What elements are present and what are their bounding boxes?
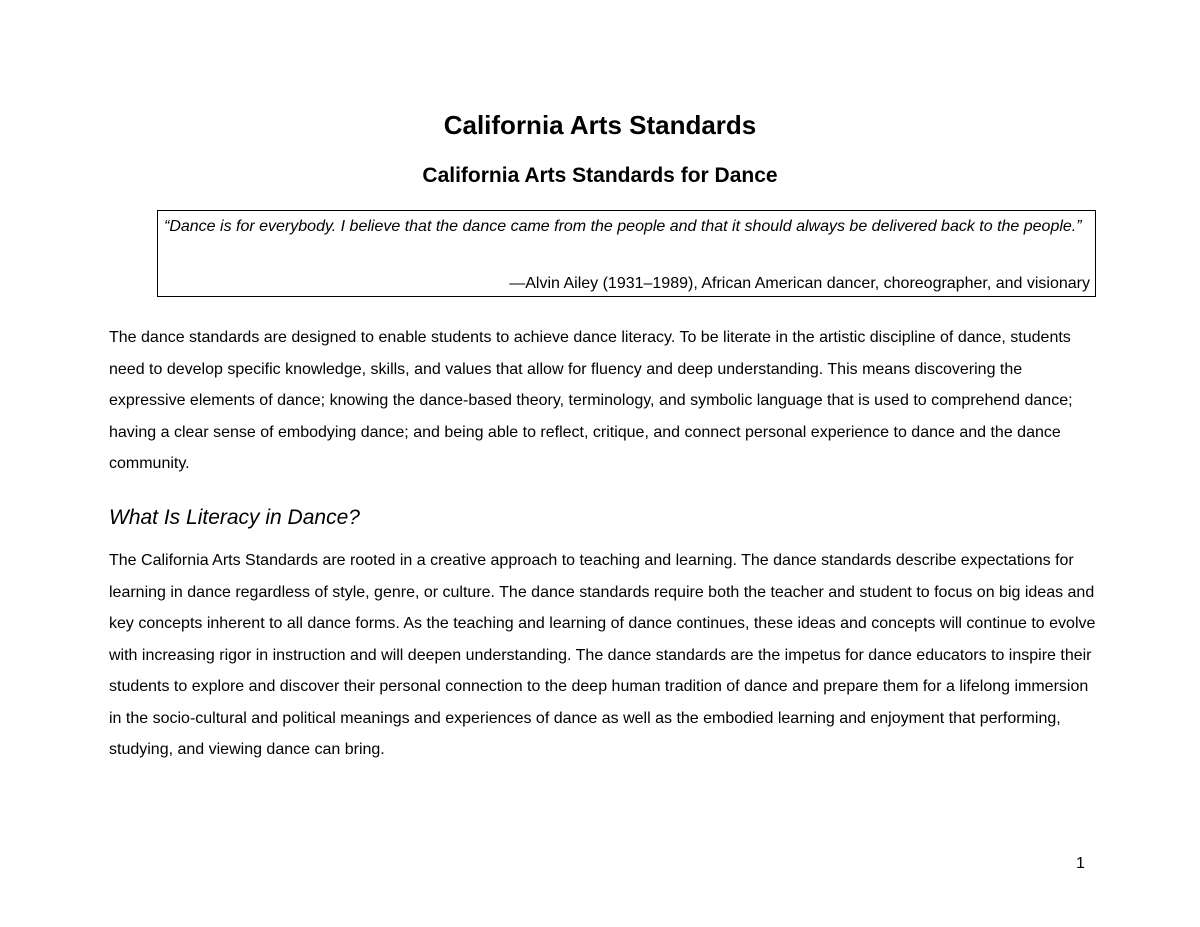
document-subtitle: California Arts Standards for Dance: [422, 164, 778, 187]
document-title: California Arts Standards: [443, 110, 757, 140]
quote-attribution: —Alvin Ailey (1931–1989), African American dancer, choreographer, and visionary: [509, 275, 1090, 292]
quote-box: [157, 210, 1096, 297]
quote-text: “Dance is for everybody. I believe that the dance came from the people and that it should always be delivered back to the people.”: [164, 218, 1082, 235]
section-paragraph: The California Arts Standards are rooted in a creative approach to teaching and learning. The dance standards describe expectations for learning in dance regardless of style, genre, or culture. The dance standards require both the teacher and student to focus on big ideas and key concepts inherent to all dance forms. As the teaching and learning of dance continues, these ideas and concepts will continue to evolve with increasing rigor in instruction and will deepen understanding. The dance standards are the impetus for dance educators to inspire their students to explore and discover their personal connection to the deep human tradition of dance and prepare them for a lifelong immersion in the socio-cultural and political meanings and experiences of dance as well as the embodied learning and enjoyment that performing, studying, and viewing dance can bring.: [109, 552, 1096, 758]
page-number: 1: [1076, 855, 1085, 872]
intro-paragraph: The dance standards are designed to enable students to achieve dance literacy. To be literate in the artistic discipline of dance, students need to develop specific knowledge, skills, and values that allow for fluency and deep understanding. This means discovering the expressive elements of dance; knowing the dance-based theory, terminology, and symbolic language that is used to comprehend dance; having a clear sense of embodying dance; and being able to reflect, critique, and connect personal experience to dance and the dance community.: [109, 329, 1073, 472]
section-heading: What Is Literacy in Dance?: [109, 506, 360, 529]
